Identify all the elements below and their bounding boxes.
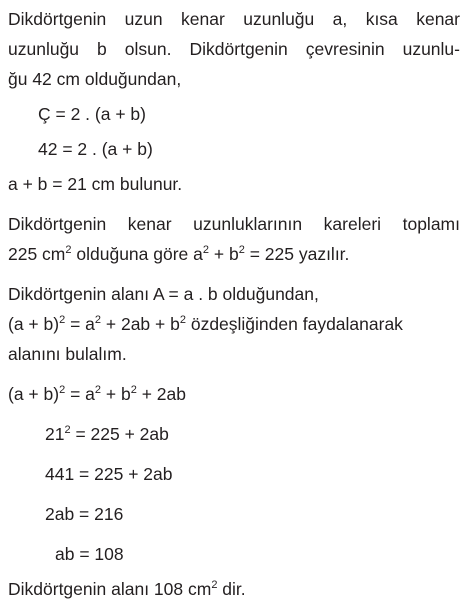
squares-exponent-2: 2	[202, 244, 210, 256]
area-equation-1	[8, 383, 186, 405]
area-eq1-exponent-2: 2	[94, 384, 102, 396]
identity-text-3: + 2ab + b	[101, 314, 180, 334]
perimeter-result: a + b = 21 cm bulunur.	[8, 174, 183, 194]
area-eq1-text-4: + 2ab	[136, 384, 186, 404]
squares-line-1: Dikdörtgenin kenar uzunluklarının kareleri toplamı	[8, 214, 460, 234]
identity-exponent-3: 2	[179, 314, 186, 326]
squares-line-2	[8, 243, 349, 265]
squares-text-4: = 225 yazılır.	[244, 244, 350, 264]
identity-text-2: = a	[65, 314, 95, 334]
area-intro-line-2	[8, 313, 403, 335]
perimeter-equation-2: 42 = 2 . (a + b)	[38, 139, 153, 159]
area-eq1-exponent-1: 2	[59, 384, 66, 396]
identity-exponent-2: 2	[94, 314, 102, 326]
area-equation-3: 441 = 225 + 2ab	[45, 464, 173, 484]
conclusion-text-1: Dikdörtgenin alanı 108 cm	[8, 579, 212, 599]
conclusion-text-2: dir.	[217, 579, 246, 599]
intro-line-3: ğu 42 cm olduğundan,	[8, 69, 182, 89]
area-eq2-text-2: = 225 + 2ab	[70, 424, 169, 444]
area-eq1-text-3: + b	[101, 384, 131, 404]
identity-exponent-1: 2	[59, 314, 66, 326]
area-equation-5: ab = 108	[55, 544, 124, 564]
intro-line-1: Dikdörtgenin uzun kenar uzunluğu a, kısa kenar	[8, 9, 460, 29]
identity-text-1: (a + b)	[8, 314, 60, 334]
area-eq1-text-2: = a	[65, 384, 95, 404]
squares-text-2: olduğuna göre a	[71, 244, 203, 264]
area-equation-4: 2ab = 216	[45, 504, 124, 524]
conclusion-line	[8, 578, 246, 600]
intro-line-2: uzunluğu b olsun. Dikdörtgenin çevresinin uzunlu-	[8, 39, 460, 59]
squares-text-1: 225 cm	[8, 244, 66, 264]
identity-text-4: özdeşliğinden faydalanarak	[185, 314, 403, 334]
area-eq1-text-1: (a + b)	[8, 384, 60, 404]
squares-exponent-1: 2	[65, 244, 72, 256]
area-eq2-text-1: 21	[45, 424, 65, 444]
squares-exponent-3: 2	[238, 244, 245, 256]
area-eq2-exponent-1: 2	[64, 424, 71, 436]
conclusion-exponent: 2	[211, 579, 218, 591]
area-intro-line-1: Dikdörtgenin alanı A = a . b olduğundan,	[8, 284, 319, 304]
area-intro-line-3: alanını bulalım.	[8, 344, 127, 364]
area-eq1-exponent-3: 2	[130, 384, 137, 396]
perimeter-equation-1: Ç = 2 . (a + b)	[38, 104, 146, 124]
area-equation-2	[45, 423, 169, 445]
squares-text-3: + b	[209, 244, 239, 264]
